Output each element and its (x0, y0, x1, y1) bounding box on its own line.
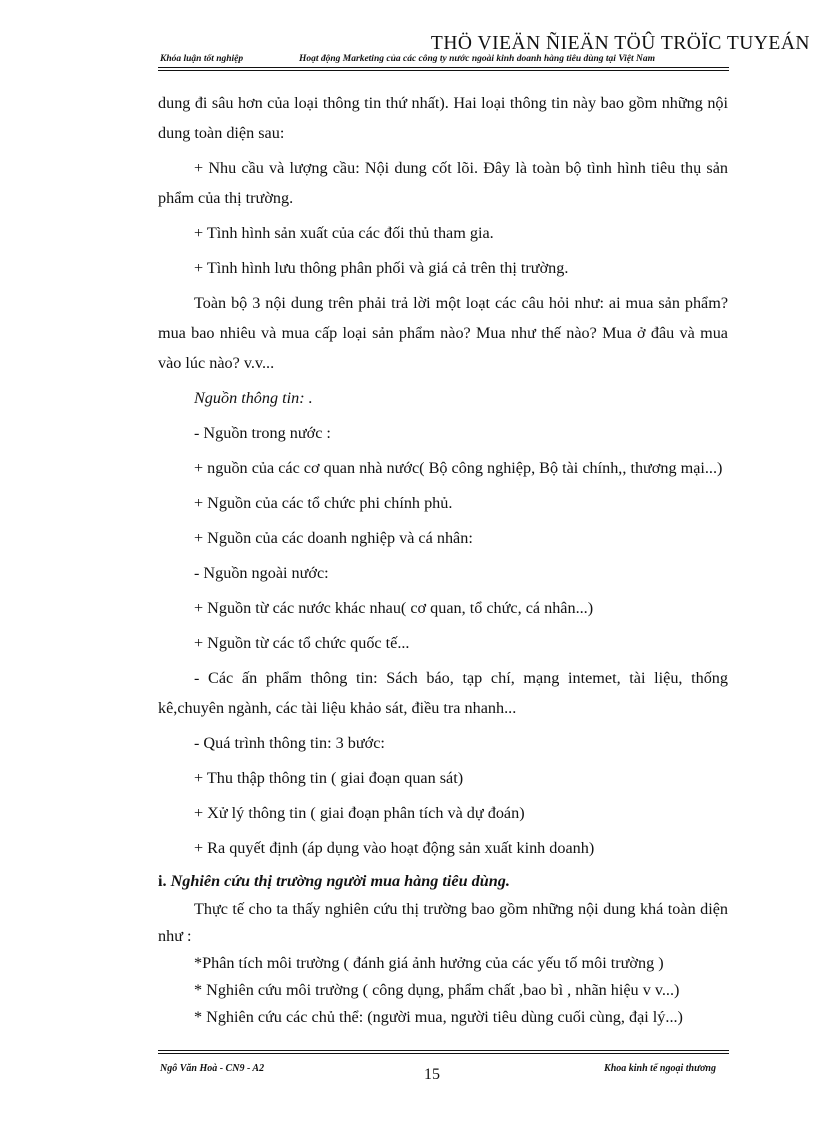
page-body (158, 88, 728, 1031)
footer-faculty: Khoa kinh tế ngoại thương (604, 1063, 716, 1074)
paragraph: + Xử lý thông tin ( giai đoạn phân tích và dự đoán) (194, 804, 525, 822)
paragraph: - Quá trình thông tin: 3 bước: (194, 734, 385, 752)
paragraph: - Các ấn phẩm thông tin: Sách báo, tạp chí, mạng intemet, tài liệu, thống kê,chuyên ngành, các tài liệu khảo sát, điều tra nhanh... (158, 669, 728, 717)
paragraph: + Nhu cầu và lượng cầu: Nội dung cốt lõi. Đây là toàn bộ tình hình tiêu thụ sản phẩm của thị trường. (158, 159, 728, 207)
paragraph: Toàn bộ 3 nội dung trên phải trả lời một loạt các câu hỏi như: ai mua sản phẩm? mua bao nhiêu và mua cấp loại sản phẩm nào? Mua như thế nào? Mua ở đâu và mua vào lúc nào? v.v... (158, 294, 728, 372)
header-right: Hoạt động Marketing của các công ty nước ngoài kinh doanh hàng tiêu dùng tại Việt Nam (299, 54, 656, 64)
paragraph: + Tình hình sản xuất của các đối thủ tham gia. (194, 224, 494, 242)
header-left: Khóa luận tốt nghiệp (160, 54, 244, 64)
paragraph: + Nguồn của các doanh nghiệp và cá nhân: (194, 529, 473, 547)
paragraph: * Nghiên cứu các chủ thể: (người mua, người tiêu dùng cuối cùng, đại lý...) (194, 1008, 683, 1026)
section-number: i. (158, 872, 167, 890)
section-title: Nghiên cứu thị trường người mua hàng tiêu dùng. (170, 872, 510, 890)
section-heading (158, 866, 728, 896)
paragraph: + Tình hình lưu thông phân phối và giá cả trên thị trường. (194, 259, 569, 277)
paragraph: + Nguồn từ các nước khác nhau( cơ quan, tổ chức, cá nhân...) (194, 599, 594, 617)
paragraph: + Nguồn của các tổ chức phi chính phủ. (194, 494, 453, 512)
paragraph: Thực tế cho ta thấy nghiên cứu thị trường bao gồm những nội dung khá toàn diện như : (158, 900, 728, 945)
paragraph: * Nghiên cứu môi trường ( công dụng, phẩm chất ,bao bì , nhãn hiệu v v...) (194, 981, 680, 999)
library-watermark: THÖ VIEÄN ÑIEÄN TÖÛ TRÖÏC TUYEÁN (430, 33, 810, 54)
paragraph: + Nguồn từ các tổ chức quốc tế... (194, 634, 410, 652)
paragraph: - Nguồn trong nước : (194, 424, 331, 442)
paragraph: + Ra quyết định (áp dụng vào hoạt động sản xuất kinh doanh) (194, 839, 595, 857)
paragraph: + Thu thập thông tin ( giai đoạn quan sát) (194, 769, 464, 787)
paragraph: Nguồn thông tin: . (194, 389, 313, 407)
footer-rule (158, 1050, 729, 1054)
footer-author: Ngô Văn Hoà - CN9 - A2 (160, 1063, 265, 1074)
page-number: 15 (424, 1066, 440, 1083)
page-header (158, 54, 728, 68)
paragraph: *Phân tích môi trường ( đánh giá ảnh hưởng của các yếu tố môi trường ) (194, 954, 664, 972)
page-footer (158, 1060, 728, 1090)
paragraph: + nguồn của các cơ quan nhà nước( Bộ công nghiệp, Bộ tài chính,, thương mại...) (194, 459, 723, 477)
paragraph: dung đi sâu hơn của loại thông tin thứ nhất). Hai loại thông tin này bao gồm những nội dung toàn diện sau: (158, 94, 728, 142)
paragraph: - Nguồn ngoài nước: (194, 564, 329, 582)
header-rule (158, 67, 729, 71)
